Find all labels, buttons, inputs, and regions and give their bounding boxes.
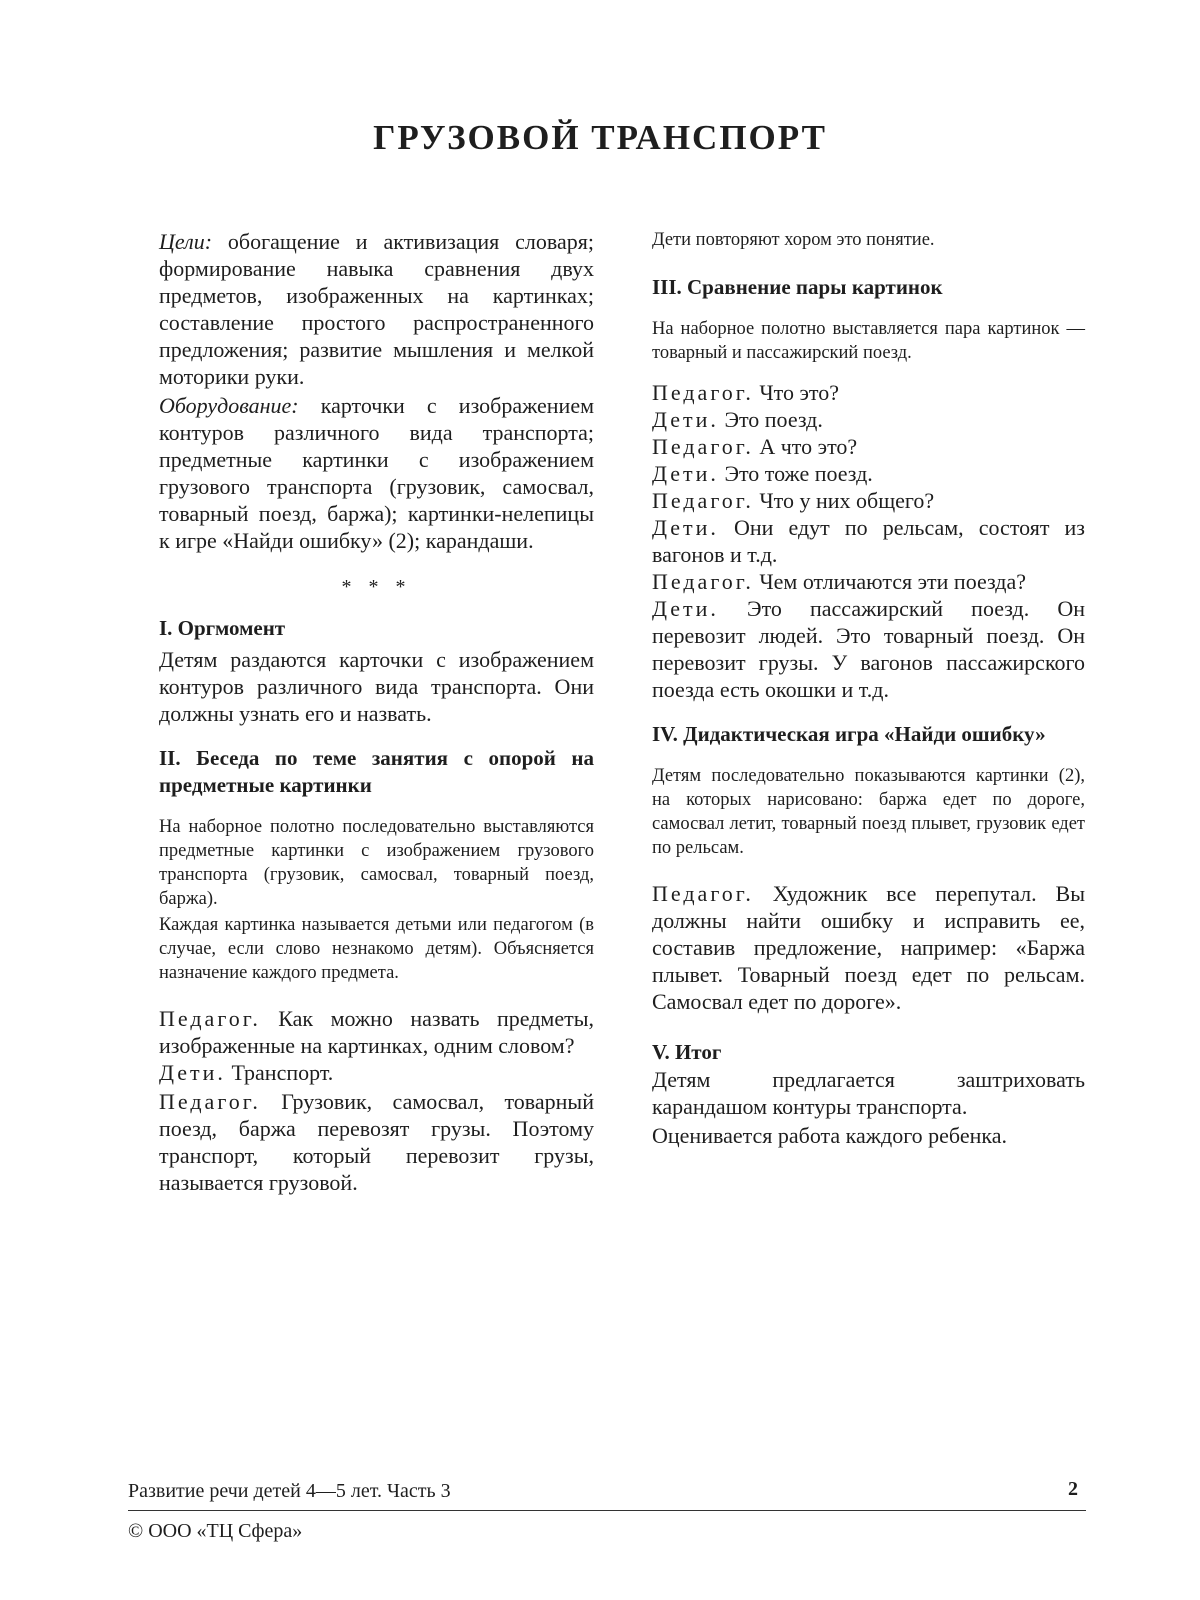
- dialog-text: Что это?: [753, 380, 839, 405]
- dialog-line: [652, 880, 1085, 1015]
- section-4-heading: IV. Дидактическая игра «Найди ошибку»: [652, 722, 1046, 746]
- left-column: [159, 228, 594, 1196]
- chorus-note: Дети повторяют хором это понятие.: [652, 230, 935, 250]
- speaker-label: Педагог.: [159, 1089, 261, 1114]
- dialog-line: [652, 514, 1085, 568]
- section-2-heading: II. Беседа по теме занятия с опорой на предметные картинки: [159, 746, 594, 797]
- section-2-note-1: На наборное полотно последовательно выставляются предметные картинки с изображением грузового транспорта (грузовик, самосвал, товарный поезд, баржа).: [159, 817, 594, 909]
- page-title: ГРУЗОВОЙ ТРАНСПОРТ: [373, 118, 827, 157]
- dialog-text: Это пассажирский поезд. Он перевозит людей. Это товарный поезд. Он перевозит грузы. У вагонов пассажирского поезда есть окошки и т.д.: [652, 596, 1085, 702]
- section-1-text: Детям раздаются карточки с изображением контуров различного вида транспорта. Они должны узнать его и назвать.: [159, 647, 594, 726]
- dialog-text: Они едут по рельсам, состоят из вагонов и т.д.: [652, 515, 1085, 567]
- dialog-line: [159, 1059, 594, 1086]
- dialog-text: Это тоже поезд.: [718, 461, 873, 486]
- page-number: 2: [1068, 1478, 1078, 1500]
- section-2-note-2: Каждая картинка называется детьми или педагогом (в случае, если слово незнакомо детям). Объясняется назначение каждого предмета.: [159, 915, 594, 983]
- section-3-heading: III. Сравнение пары картинок: [652, 275, 943, 299]
- dialog-text: Чем отличаются эти поезда?: [753, 569, 1027, 594]
- section-5-heading: V. Итог: [652, 1040, 722, 1064]
- section-1-heading: I. Оргмомент: [159, 616, 286, 640]
- section-4-note: Детям последовательно показываются картинки (2), на которых нарисовано: баржа едет по дороге, самосвал летит, товарный поезд плывет, грузовик едет по рельсам.: [652, 766, 1085, 858]
- dialog-text: Как можно назвать предметы, изображенные на картинках, одним словом?: [159, 1006, 594, 1058]
- equipment-paragraph: [159, 392, 594, 554]
- speaker-label: Дети.: [652, 461, 719, 486]
- dialog-line: [159, 1005, 594, 1059]
- dialog-text: Это поезд.: [718, 407, 823, 432]
- goals-paragraph: [159, 228, 594, 390]
- footer-book-title: Развитие речи детей 4—5 лет. Часть 3: [128, 1480, 451, 1502]
- dialog-text: А что это?: [753, 434, 858, 459]
- dialog-line: [159, 1088, 594, 1196]
- dialog-text: Грузовик, самосвал, товарный поезд, баржа перевозят грузы. Поэтому транспорт, который перевозит грузы, называется грузовой.: [159, 1089, 594, 1195]
- section-3-note: На наборное полотно выставляется пара картинок — товарный и пассажирский поезд.: [652, 319, 1085, 363]
- speaker-label: Дети.: [159, 1060, 226, 1085]
- equipment-label: Оборудование:: [159, 393, 299, 418]
- equipment-text: карточки с изображением контуров различного вида транспорта; предметные картинки с изображением грузового транспорта (грузовик, самосвал, товарный поезд, баржа); картинки-нелепицы к игре «Найди ошибку» (2); карандаши.: [159, 393, 594, 553]
- speaker-label: Педагог.: [652, 434, 754, 459]
- dialog-line: [652, 487, 1085, 514]
- speaker-label: Педагог.: [652, 488, 754, 513]
- section-3-dialog: [652, 379, 1085, 703]
- dialog-text: Транспорт.: [225, 1060, 334, 1085]
- section-5-text-1: Детям предлагается заштриховать карандашом контуры транспорта.: [652, 1067, 1085, 1119]
- goals-text: обогащение и активизация словаря; формирование навыка сравнения двух предметов, изображенных на картинках; составление простого распространенного предложения; развитие мышления и мелкой моторики руки.: [159, 229, 594, 389]
- speaker-label: Педагог.: [652, 380, 754, 405]
- dialog-line: [652, 379, 1085, 406]
- right-column: [652, 228, 1085, 1149]
- dialog-line: [652, 406, 1085, 433]
- copyright-notice: © ООО «ТЦ Сфера»: [128, 1520, 303, 1542]
- dialog-text: Что у них общего?: [753, 488, 935, 513]
- footer-divider: [128, 1510, 1086, 1511]
- speaker-label: Дети.: [652, 407, 719, 432]
- speaker-label: Педагог.: [652, 881, 754, 906]
- dialog-line: [652, 460, 1085, 487]
- speaker-label: Дети.: [652, 596, 719, 621]
- dialog-line: [652, 595, 1085, 703]
- speaker-label: Педагог.: [159, 1006, 261, 1031]
- dialog-line: [652, 433, 1085, 460]
- speaker-label: Педагог.: [652, 569, 754, 594]
- section-5-text-2: Оценивается работа каждого ребенка.: [652, 1123, 1007, 1148]
- dialog-text: Художник все перепутал. Вы должны найти ошибку и исправить ее, составив предложение, например: «Баржа плывет. Товарный поезд едет по рельсам. Самосвал едет по дороге».: [652, 881, 1085, 1014]
- section-divider-stars: * * *: [341, 576, 412, 598]
- speaker-label: Дети.: [652, 515, 719, 540]
- goals-label: Цели:: [159, 229, 213, 254]
- dialog-line: [652, 568, 1085, 595]
